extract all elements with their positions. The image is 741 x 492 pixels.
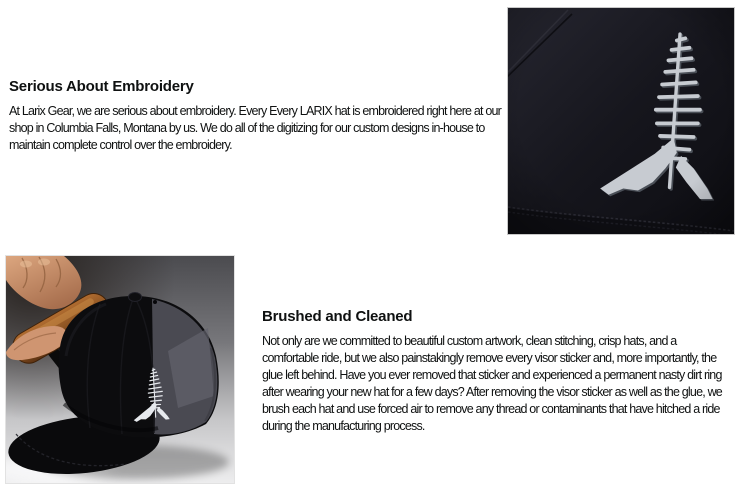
hat-button [129, 293, 142, 302]
embroidery-body: At Larix Gear, we are serious about embroidery. Every Every LARIX hat is embroidered right here at our shop in Columbia Falls, Montana by us. We do all of the digitizing for our custom designs in-house to maintain complete control over the embroidery. [9, 104, 502, 152]
brushed-body: Not only are we committed to beautiful custom artwork, clean stitching, crisp hats, and a comfortable ride, but we also painstakingly remove every visor sticker and, more importantly, the glue left behind. Have you ever removed that sticker and experienced a permanent nasty dirt ring after wearing your new hat for a few days? After removing the visor sticker as well as the glue, we brush each hat and use forced air to remove any thread or contaminants that have hitched a ride during the manufacturing process. [262, 334, 722, 433]
embroidery-heading: Serious About Embroidery [9, 78, 194, 95]
brushed-text-block [262, 307, 733, 435]
embroidery-text-block [9, 77, 506, 154]
brushed-heading: Brushed and Cleaned [262, 308, 413, 325]
embroidered-logo-photo [507, 7, 735, 235]
hat-brushing-photo [5, 255, 235, 484]
